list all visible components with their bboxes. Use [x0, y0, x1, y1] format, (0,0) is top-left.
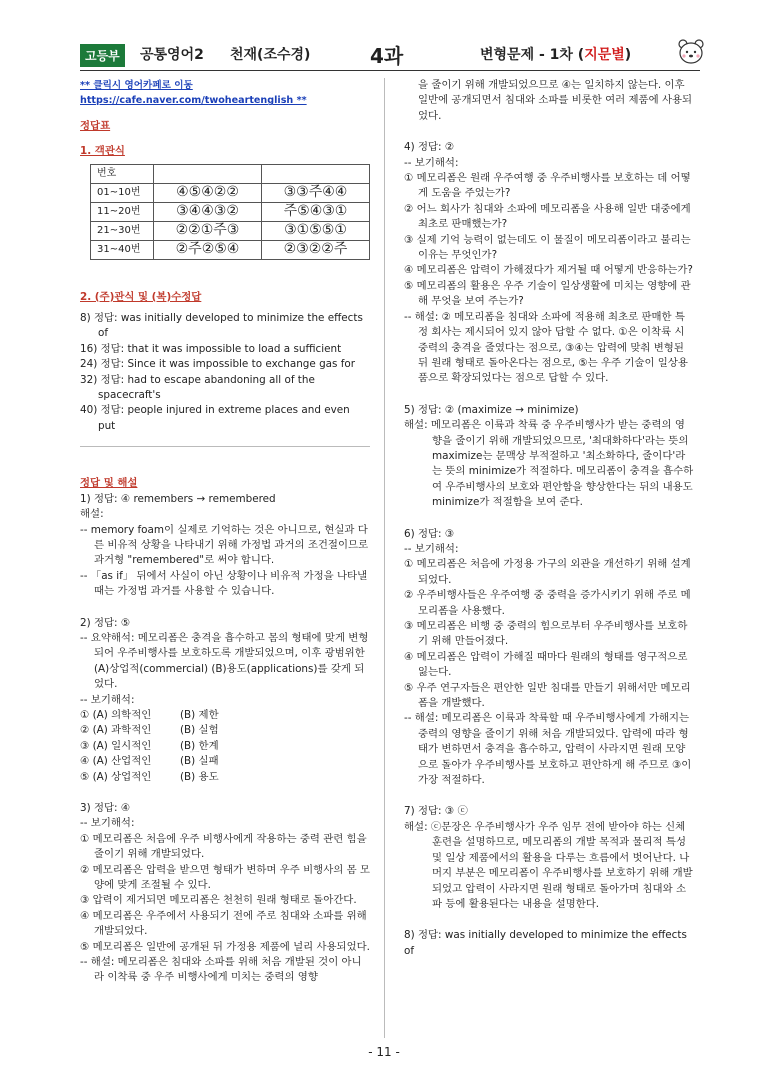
q4-option: ② 어느 회사가 침대와 소파에 메모리폼을 사용해 일반 대중에게 최초로 판매했는가? — [404, 202, 691, 231]
q3-answer: 3) 정답: ④ — [80, 802, 131, 814]
q2-option: ③ (A) 일시적인 (B) 한계 — [80, 739, 219, 752]
q2-option: ② (A) 과학적인 (B) 실험 — [80, 724, 219, 737]
q7-answer: 7) 정답: ③ ⓒ — [404, 805, 468, 818]
q2-answer: 2) 정답: ⑤ — [80, 616, 131, 629]
q4-option: ① 메모리폼은 원래 우주여행 중 우주비행사를 보호하는 데 어떻게 도움을 주었는가? — [404, 172, 691, 200]
right-column — [404, 78, 694, 959]
q6-option: ③ 메모리폼은 비행 중 중력의 힘으로부터 우주비행사를 보호하기 위해 만들어졌다. — [404, 620, 688, 648]
subjective-answer: 40) 정답: people injured in extreme places and even put — [80, 404, 350, 432]
q1-explanation: -- memory foam이 실제로 기억하는 것은 아니므로, 현실과 다른 비유적 상황을 나타내기 위해 가정법 과거의 조건절이므로 과거형 "remembered"로 써야 합니다. — [80, 523, 369, 567]
page-number: - 11 - — [368, 1045, 400, 1059]
q3-option: ④ 메모리폼은 우주에서 사용되기 전에 주로 침대와 소파를 위해 개발되었다. — [80, 909, 367, 938]
q6-answer: 6) 정답: ③ — [404, 527, 455, 540]
q1-answer: 1) 정답: ④ remembers → remembered — [80, 492, 276, 505]
table-row: 11~20번 ③④④③② 주⑤④③① — [91, 202, 370, 221]
cafe-link[interactable]: ** 클릭시 영어카페로 이동 https://cafe.naver.com/twoheartenglish ** — [80, 80, 307, 107]
table-header: 번호 — [91, 164, 154, 183]
subjective-title: 2. (주)관식 및 (복)수정답 — [80, 290, 202, 303]
subjective-answer: 8) 정답: was initially developed to minimize the effects of — [80, 312, 363, 340]
q6-option: ② 우주비행사들은 우주여행 중 중력을 증가시키기 위해 주로 메모리폼을 사용했다. — [404, 589, 691, 617]
q4-option: ③ 실제 기억 능력이 없는데도 이 물질이 메모리폼이라고 불리는 이유는 무엇인가? — [404, 233, 691, 262]
q3-options-label: -- 보기해석: — [80, 817, 135, 830]
page-header — [80, 40, 700, 70]
q3-option: ⑤ 메모리폼은 일반에 공개된 뒤 가정용 제품에 널리 사용되었다. — [80, 940, 370, 953]
q8-answer: 8) 정답: was initially developed to minimize the effects of — [404, 929, 687, 957]
q2-summary: -- 요약해석: 메모리폼은 충격을 흡수하고 몸의 형태에 맞게 변형되어 우주비행사를 보호하도록 개발되었으며, 이후 광범위한 (A)상업적(commercial) (B)용도(applications)를 갖게 되었다. — [80, 631, 369, 691]
column-divider — [384, 78, 385, 1038]
q3-option: ② 메모리폼은 압력을 받으면 형태가 변하며 우주 비행사의 몸 모양에 맞게 조절될 수 있다. — [80, 863, 370, 892]
q6-option: ⑤ 우주 연구자들은 편안한 일반 침대를 만들기 위해서만 메모리폼을 개발했다. — [404, 681, 691, 710]
q6-option: ① 메모리폼은 처음에 가정용 가구의 외관을 개선하기 위해 설계되었다. — [404, 558, 691, 586]
q3-option: ① 메모리폼은 처음에 우주 비행사에게 작용하는 중력 관련 힘을 줄이기 위해 개발되었다. — [80, 832, 367, 861]
exam-type-title: 변형문제 - 1차 (지문별) — [480, 47, 632, 63]
header-rule — [80, 70, 700, 71]
left-column — [80, 78, 370, 986]
table-row: 21~30번 ②②①주③ ③①⑤⑤① — [91, 221, 370, 240]
q5-explanation: 해설: 메모리폼은 이륙과 착륙 중 우주비행사가 받는 중력의 영향을 줄이기 위해 개발되었으므로, '최대화하다'라는 뜻의 maximize는 문맥상 부적절하고 '최소화하다, 줄이다'라는 뜻의 minimize가 적절하다. 메모리폼이 충격을 흡수하여 우주비행사의 보호와 편안함을 향상한다는 뒤의 내용도 minimize가 적절함을 보여 준다. — [404, 419, 694, 509]
q3-option: ③ 압력이 제거되면 메모리폼은 천천히 원래 형태로 돌아간다. — [80, 894, 357, 907]
subjective-answer: 24) 정답: Since it was impossible to exchange gas for — [80, 358, 356, 371]
q2-option: ① (A) 의학적인 (B) 제한 — [80, 708, 219, 721]
multiple-choice-title: 1. 객관식 — [80, 145, 125, 158]
q1-explanation: -- 「as if」 뒤에서 사실이 아닌 상황이나 비유적 가정을 나타낼 때는 가정법 과거를 사용할 수 있습니다. — [80, 569, 368, 598]
bear-mascot-icon — [676, 36, 706, 66]
q6-explanation: -- 해설: 메모리폼은 이륙과 착륙할 때 우주비행사에게 가해지는 중력의 영향을 줄이기 위해 처음 개발되었다. 압력에 따라 형태가 변하면서 충격을 흡수하고, 압력이 사라지면 원래 모양으로 돌아가 우주비행사를 보호하고 편안하게 해 주므로 ③이 가장 적절하다. — [404, 712, 692, 787]
subject-title: 공통영어2 — [140, 47, 204, 63]
lesson-title: 4과 — [370, 44, 404, 68]
q6-options-label: -- 보기해석: — [404, 542, 459, 555]
q1-label: 해설: — [80, 508, 104, 521]
subjective-answer: 16) 정답: that it was impossible to load a sufficient — [80, 342, 342, 355]
table-row: 01~10번 ④⑤④②② ③③주④④ — [91, 183, 370, 202]
q4-explanation: -- 해설: ② 메모리폼을 침대와 소파에 적용해 최초로 판매한 특정 회사는 제시되어 있지 않아 답할 수 없다. ①은 이착륙 시 중력의 충격을 줄였다는 점으로, ③④는 압력에 맞춰 변형된 뒤 원래 형태로 돌아온다는 점으로, ⑤는 우주 기술이 일상용품으로 확장되었다는 점으로 답할 수 있다. — [404, 310, 688, 385]
q7-explanation: 해설: ⓒ문장은 우주비행사가 우주 임무 전에 받아야 하는 신체 훈련을 설명하므로, 메모리폼의 개발 목적과 물리적 특성 및 일상 제품에서의 활용을 다루는 흐름에서 벗어난다. 나머지 부분은 메모리폼이 우주비행사를 보호하기 위해 개발되었고 압력이 사라지면 원래 형태로 돌아가며 침대와 소파 등에 활용된다는 내용을 설명한다. — [404, 820, 693, 910]
q5-answer: 5) 정답: ② (maximize → minimize) — [404, 403, 579, 416]
answer-table — [90, 164, 370, 260]
q4-options-label: -- 보기해석: — [404, 156, 459, 169]
q2-option: ④ (A) 산업적인 (B) 실패 — [80, 755, 219, 768]
explanation-title: 정답 및 해설 — [80, 477, 138, 490]
q4-answer: 4) 정답: ② — [404, 141, 455, 154]
q3-explanation: -- 해설: 메모리폼은 침대와 소파를 위해 처음 개발된 것이 아니라 이착륙 중 우주 비행사에게 미치는 중력의 영향 — [80, 956, 362, 984]
q4-option: ⑤ 메모리폼의 활용은 우주 기술이 일상생활에 미치는 영향에 관해 무엇을 보여 주는가? — [404, 279, 691, 308]
q2-option: ⑤ (A) 상업적인 (B) 용도 — [80, 770, 219, 783]
publisher-title: 천재(조수경) — [230, 47, 311, 63]
q2-options-label: -- 보기해석: — [80, 693, 135, 706]
table-row: 31~40번 ②주②⑤④ ②③②②주 — [91, 240, 370, 259]
q6-option: ④ 메모리폼은 압력이 가해질 때마다 원래의 형태를 영구적으로 잃는다. — [404, 650, 688, 679]
q4-option: ④ 메모리폼은 압력이 가해졌다가 제거될 때 어떻게 반응하는가? — [404, 264, 693, 277]
subjective-answer: 32) 정답: had to escape abandoning all of the spacecraft's — [80, 373, 315, 402]
answer-table-title: 정답표 — [80, 119, 111, 132]
section-rule — [80, 446, 370, 447]
q3-explanation-cont: 을 줄이기 위해 개발되었으므로 ④는 일치하지 않는다. 이후 일반에 공개되면서 침대와 소파를 비롯한 여러 제품에 사용되었다. — [418, 79, 693, 122]
grade-badge: 고등부 — [80, 44, 125, 67]
